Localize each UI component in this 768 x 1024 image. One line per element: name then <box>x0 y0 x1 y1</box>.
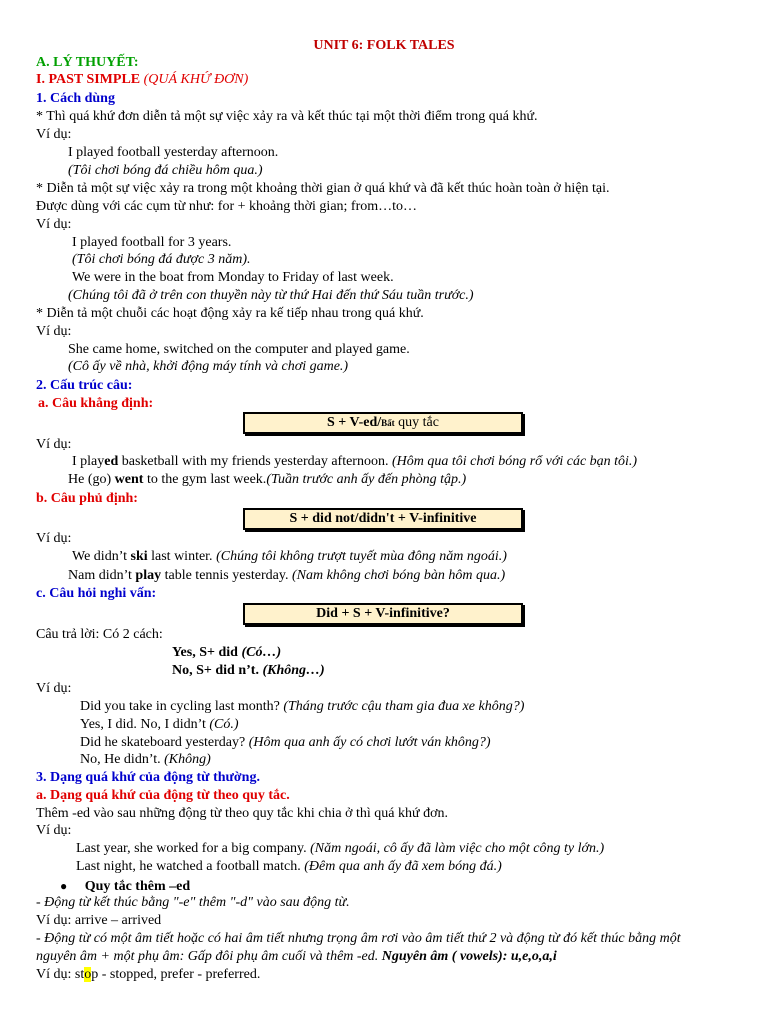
answer-intro: Câu trả lời: Có 2 cách: <box>36 627 163 642</box>
example-en: No, He didn’t. (Không) <box>80 752 211 767</box>
rule-2-line2: nguyên âm + một phụ âm: Gấp đôi phụ âm cuối và thêm -ed. Nguyên âm ( vowels): u,e,o,a,i <box>36 949 557 964</box>
example-label: Ví dụ: <box>36 217 72 232</box>
usage-p1: * Thì quá khứ đơn diễn tả một sự việc xảy ra và kết thúc tại một thời điểm trong quá khứ. <box>36 109 538 124</box>
usage-heading: 1. Cách dùng <box>36 91 115 106</box>
example-en: We didn’t ski last winter. (Chúng tôi không trượt tuyết mùa đông năm ngoái.) <box>72 549 507 564</box>
example-label: Ví dụ: <box>36 823 72 838</box>
affirmative-formula: S + V-ed/Bất quy tắc <box>243 412 523 434</box>
example-label: Ví dụ: <box>36 681 72 696</box>
example-en: I played football for 3 years. <box>72 235 232 250</box>
section-i-heading: I. PAST SIMPLE (QUÁ KHỨ ĐƠN) <box>36 72 249 87</box>
rule-1-example: Ví dụ: arrive – arrived <box>36 913 162 928</box>
rule-2-line1: - Động từ có một âm tiết hoặc có hai âm tiết nhưng trọng âm rơi vào âm tiết thứ 2 và động từ đó kết thúc bằng một <box>36 931 681 946</box>
question-heading: c. Câu hỏi nghi vấn: <box>36 586 157 601</box>
structure-heading: 2. Cấu trúc câu: <box>36 378 133 393</box>
section-a-heading: A. LÝ THUYẾT: <box>36 55 139 70</box>
question-formula: Did + S + V-infinitive? <box>243 603 523 625</box>
negative-formula: S + did not/didn't + V-infinitive <box>243 508 523 530</box>
example-label: Ví dụ: <box>36 531 72 546</box>
usage-p2: * Diễn tả một sự việc xảy ra trong một khoảng thời gian ở quá khứ và đã kết thúc hoàn toàn ở hiện tại. <box>36 181 610 196</box>
example-vn: (Cô ấy về nhà, khởi động máy tính và chơi game.) <box>68 359 349 374</box>
example-en: We were in the boat from Monday to Friday of last week. <box>72 270 394 285</box>
bullet-icon: ● <box>60 879 68 893</box>
example-label: Ví dụ: <box>36 127 72 142</box>
example-en: I played football yesterday afternoon. <box>68 145 279 160</box>
rule-2-example: Ví dụ: stop - stopped, prefer - preferred. <box>36 967 261 982</box>
page-title: UNIT 6: FOLK TALES <box>313 38 455 53</box>
example-en: Did he skateboard yesterday? (Hôm qua anh ấy có chơi lướt ván không?) <box>80 735 491 750</box>
rule-heading: ● Quy tắc thêm –ed <box>60 879 191 894</box>
negative-heading: b. Câu phủ định: <box>36 491 138 506</box>
example-en: Yes, I did. No, I didn’t (Có.) <box>80 717 239 732</box>
past-form-heading: 3. Dạng quá khứ của động từ thường. <box>36 770 260 785</box>
example-en: Last night, he watched a football match. (Đêm qua anh ấy đã xem bóng đá.) <box>76 859 502 874</box>
affirmative-heading: a. Câu khẳng định: <box>38 396 154 411</box>
answer-yes: Yes, S+ did (Có…) <box>172 645 282 660</box>
example-en: He (go) went to the gym last week.(Tuần trước anh ấy đến phòng tập.) <box>68 472 467 487</box>
example-label: Ví dụ: <box>36 324 72 339</box>
usage-p3: * Diễn tả một chuỗi các hoạt động xảy ra kế tiếp nhau trong quá khứ. <box>36 306 424 321</box>
example-vn: (Tôi chơi bóng đá được 3 năm). <box>72 252 251 267</box>
example-en: Last year, she worked for a big company. (Năm ngoái, cô ấy đã làm việc cho một công ty lớn.) <box>76 841 605 856</box>
usage-p2b: Được dùng với các cụm từ như: for + khoảng thời gian; from…to… <box>36 199 418 214</box>
example-en: Nam didn’t play table tennis yesterday. (Nam không chơi bóng bàn hôm qua.) <box>68 568 506 583</box>
example-en: Did you take in cycling last month? (Tháng trước cậu tham gia đua xe không?) <box>80 699 525 714</box>
rule-1: - Động từ kết thúc bằng "-e" thêm "-d" vào sau động từ. <box>36 895 350 910</box>
answer-no: No, S+ did n’t. (Không…) <box>172 663 325 678</box>
regular-intro: Thêm -ed vào sau những động từ theo quy tắc khi chia ở thì quá khứ đơn. <box>36 806 448 821</box>
example-label: Ví dụ: <box>36 437 72 452</box>
example-vn: (Tôi chơi bóng đá chiều hôm qua.) <box>68 163 263 178</box>
example-en: She came home, switched on the computer and played game. <box>68 342 410 357</box>
example-vn: (Chúng tôi đã ở trên con thuyền này từ thứ Hai đến thứ Sáu tuần trước.) <box>68 288 474 303</box>
regular-verbs-heading: a. Dạng quá khứ của động từ theo quy tắc. <box>36 788 290 803</box>
example-en: I played basketball with my friends yesterday afternoon. (Hôm qua tôi chơi bóng rổ với các bạn tôi.) <box>72 454 638 469</box>
